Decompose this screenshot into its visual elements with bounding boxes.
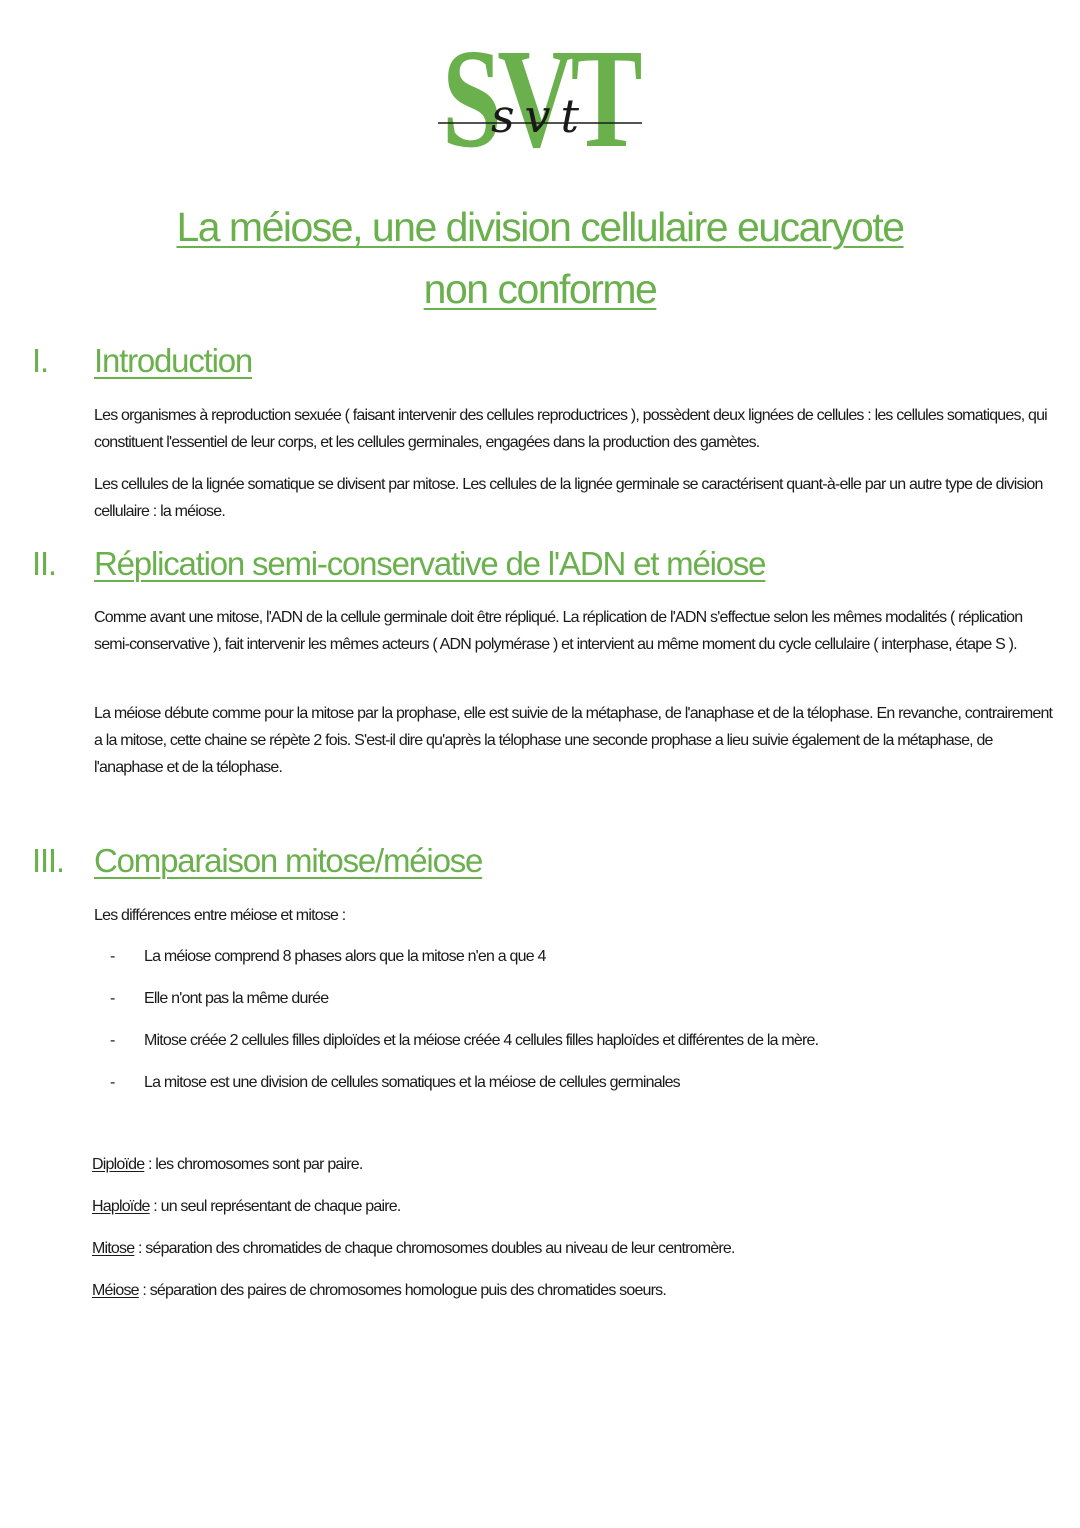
definition-term: Haploïde [92, 1198, 150, 1215]
definitions [92, 1152, 1052, 1320]
definition-text: : les chromosomes sont par paire. [144, 1156, 363, 1173]
bullet-dash: - [110, 948, 115, 965]
section-title: Introduction [94, 342, 253, 379]
section-number: III. [32, 842, 64, 879]
definition-haploide [92, 1194, 1052, 1236]
list-item-text: Elle n'ont pas la même durée [144, 990, 329, 1007]
bullet-dash: - [110, 1032, 115, 1049]
title-line-1: La méiose, une division cellulaire eucaryote [176, 204, 904, 250]
section-title: Réplication semi-conservative de l'ADN et méiose [94, 545, 766, 582]
definition-text: : séparation des chromatides de chaque chromosomes doubles au niveau de leur centromère. [134, 1240, 735, 1257]
section-number: II. [32, 545, 56, 582]
definition-text: : un seul représentant de chaque paire. [149, 1198, 401, 1215]
definition-term: Mitose [92, 1240, 135, 1257]
section-1-paragraph-2: Les cellules de la lignée somatique se divisent par mitose. Les cellules de la lignée germinale se caractérisent quant-à-elle par un autre type de division cellulaire : la méiose. [94, 476, 1043, 520]
list-item-text: La mitose est une division de cellules somatiques et la méiose de cellules germinales [144, 1074, 680, 1091]
list-item [94, 1028, 1054, 1070]
definition-diploide [92, 1152, 1052, 1194]
list-item [94, 986, 1054, 1028]
definition-term: Diploïde [92, 1156, 145, 1173]
definition-term: Méiose [92, 1282, 139, 1299]
svt-logo [430, 28, 650, 158]
bullet-dash: - [110, 990, 115, 1007]
section-3-intro: Les différences entre méiose et mitose : [94, 907, 346, 924]
definition-meiose [92, 1278, 1052, 1320]
list-item-text: La méiose comprend 8 phases alors que la mitose n'en a que 4 [144, 948, 546, 965]
logo-script: svt [490, 89, 590, 143]
page-title [0, 196, 1080, 320]
definition-mitose [92, 1236, 1052, 1278]
section-2-paragraph-2: La méiose débute comme pour la mitose par la prophase, elle est suivie de la métaphase, de l'anaphase et de la télophase. En revanche, contrairement a la mitose, cette chaine se répète 2 fois. S'est-il dire qu'après la télophase une seconde prophase a lieu suivie également de la métaphase, de l'anaphase et de la télophase. [94, 705, 1053, 776]
differences-list [94, 944, 1054, 1112]
definition-text: : séparation des paires de chromosomes homologue puis des chromatides soeurs. [138, 1282, 667, 1299]
list-item [94, 1070, 1054, 1112]
list-item-text: Mitose créée 2 cellules filles diploïdes et la méiose créée 4 cellules filles haploïdes et différentes de la mère. [144, 1032, 819, 1049]
bullet-dash: - [110, 1074, 115, 1091]
list-item [94, 944, 1054, 986]
section-number: I. [32, 342, 48, 379]
section-2-paragraph-1: Comme avant une mitose, l'ADN de la cellule germinale doit être répliqué. La réplication de l'ADN s'effectue selon les mêmes modalités ( réplication semi-conservative ), fait intervenir les mêmes acteurs ( ADN polymérase ) et intervient au même moment du cycle cellulaire ( interphase, étape S ). [94, 609, 1023, 653]
section-title: Comparaison mitose/méiose [94, 842, 483, 879]
section-1-paragraph-1: Les organismes à reproduction sexuée ( faisant intervenir des cellules reproductrices ), possèdent deux lignées de cellules : les cellules somatiques, qui constituent l'essentiel de leur corps, et les cellules germinales, engagées dans la production des gamètes. [94, 407, 1047, 451]
logo-letters: SVT [442, 28, 642, 158]
title-line-2: non conforme [423, 266, 657, 312]
